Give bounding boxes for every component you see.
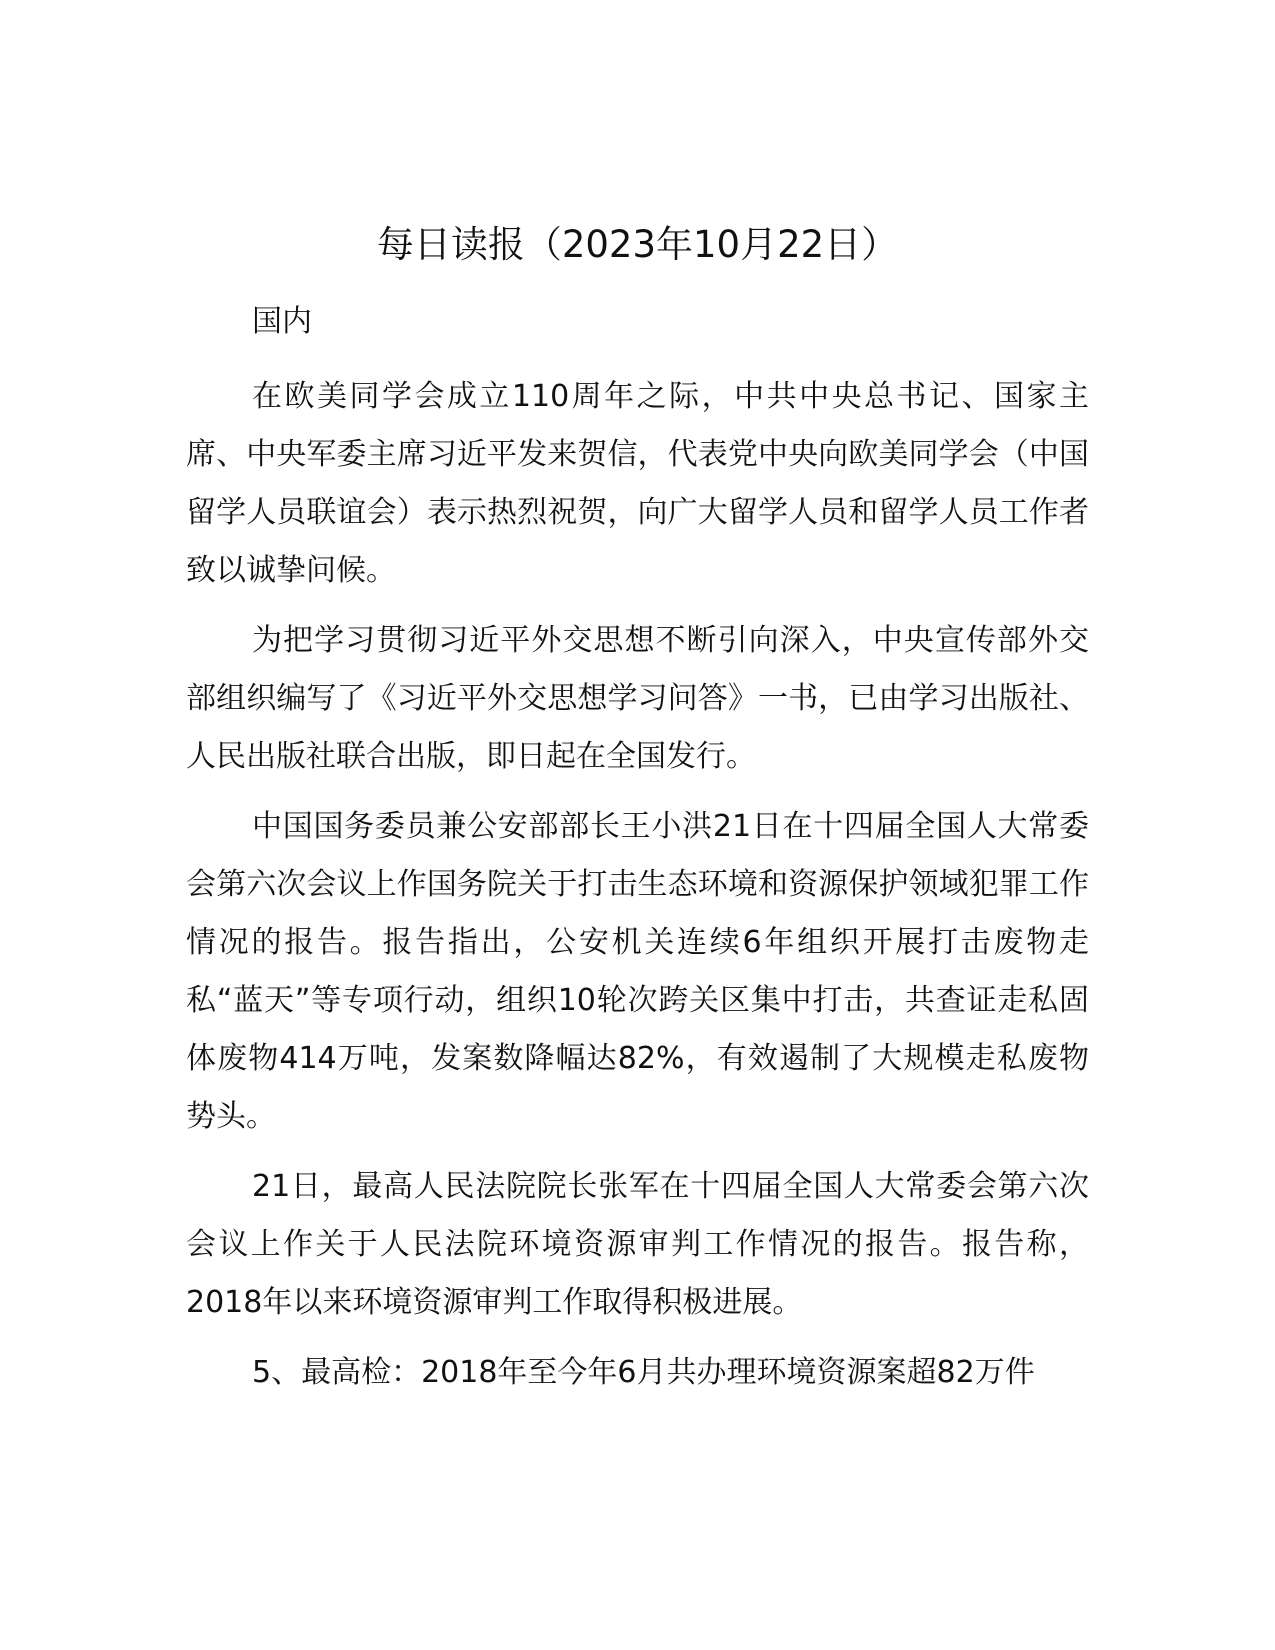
paragraph: 中国国务委员兼公安部部长王小洪21日在十四届全国人大常委会第六次会议上作国务院关于打击生态环境和资源保护领域犯罪工作情况的报告。报告指出，公安机关连续6年组织开展打击废物走私“蓝天”等专项行动，组织10轮次跨关区集中打击，共查证走私固体废物414万吨，发案数降幅达82%，有效遏制了大规模走私废物势头。 <box>186 809 1089 1134</box>
page-title: 每日读报（2023年10月22日） <box>376 223 899 266</box>
paragraph: 5、最高检：2018年至今年6月共办理环境资源案超82万件 <box>252 1355 1035 1390</box>
document-body <box>186 368 1089 1414</box>
paragraph: 在欧美同学会成立110周年之际，中共中央总书记、国家主席、中央军委主席习近平发来贺信，代表党中央向欧美同学会（中国留学人员联谊会）表示热烈祝贺，向广大留学人员和留学人员工作者致以诚挚问候。 <box>186 379 1089 588</box>
paragraph: 为把学习贯彻习近平外交思想不断引向深入，中央宣传部外交部组织编写了《习近平外交思想学习问答》一书，已由学习出版社、人民出版社联合出版，即日起在全国发行。 <box>186 623 1089 774</box>
section-heading: 国内 <box>252 304 312 339</box>
paragraph: 21日，最高人民法院院长张军在十四届全国人大常委会第六次会议上作关于人民法院环境资源审判工作情况的报告。报告称，2018年以来环境资源审判工作取得积极进展。 <box>186 1169 1089 1320</box>
